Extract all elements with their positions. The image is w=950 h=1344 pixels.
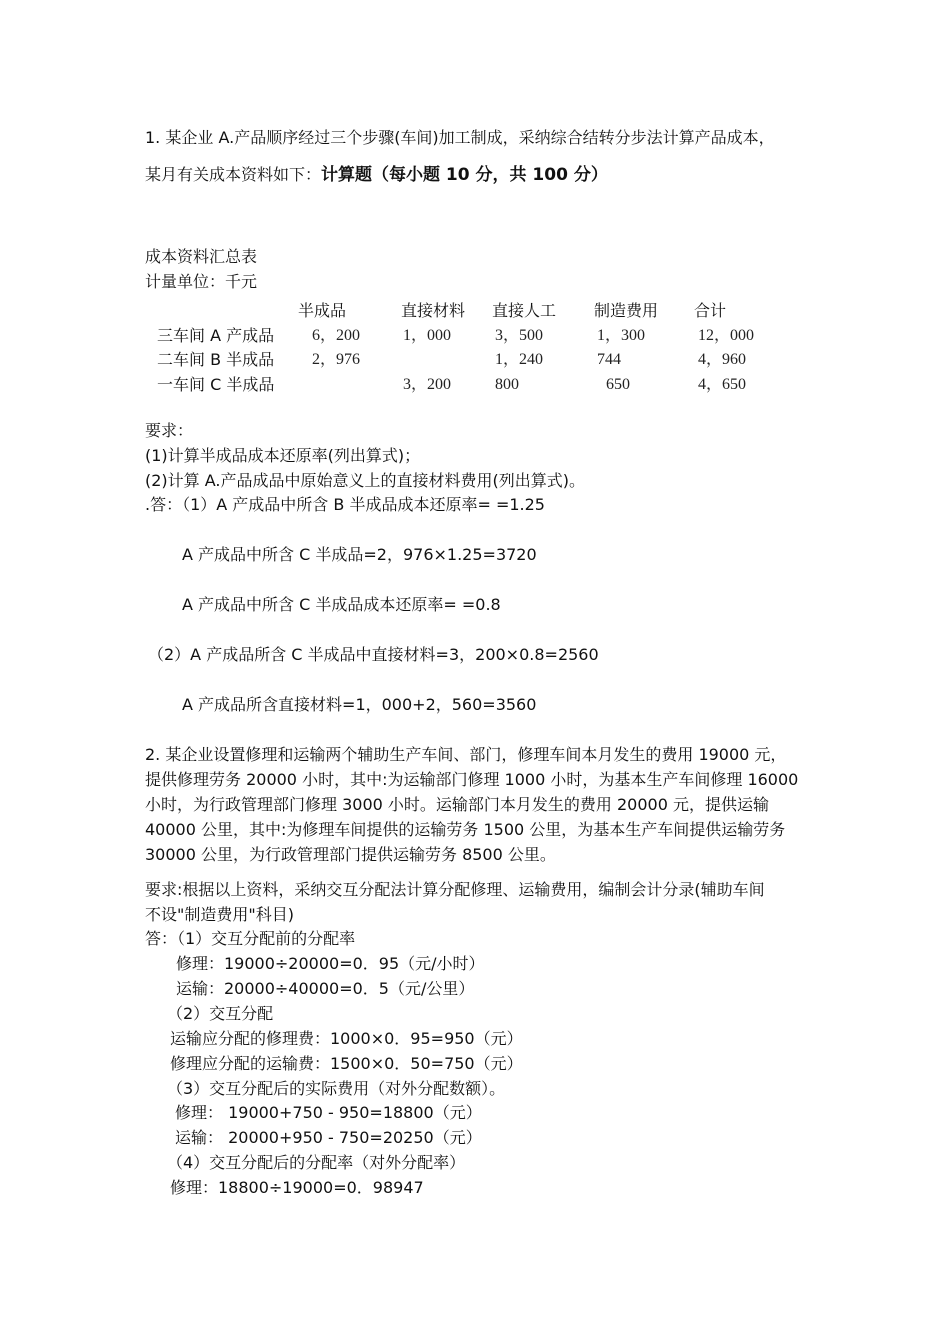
table-cell: 800 xyxy=(495,376,519,393)
q2-line-3: 小时，为行政管理部门修理 3000 小时。运输部门本月发生的费用 20000 元，提供运输 xyxy=(145,795,769,814)
ans2-line-6: 修理应分配的运输费：1500×0．50=750（元） xyxy=(170,1054,523,1073)
req1-item-2: (2)计算 A.产品成品中原始意义上的直接材料费用(列出算式)。 xyxy=(145,471,585,490)
req2-line-2: 不设"制造费用"科目) xyxy=(145,905,294,924)
q1-line-2-prefix: 某月有关成本资料如下： xyxy=(145,165,322,184)
ans1-line-4: （2）A 产成品所含 C 半成品中直接材料=3，200×0.8=2560 xyxy=(148,645,599,664)
ans2-line-8: 修理： 19000+750 - 950=18800（元） xyxy=(175,1103,482,1122)
q2-line-2: 提供修理劳务 20000 小时，其中:为运输部门修理 1000 小时，为基本生产车间修理 16000 xyxy=(145,770,799,789)
table-title: 成本资料汇总表 xyxy=(145,247,258,266)
table-row-label: 二车间 B 半成品 xyxy=(157,350,275,369)
table-header-labor: 直接人工 xyxy=(492,301,557,320)
table-unit: 计量单位：千元 xyxy=(145,272,258,291)
table-cell: 1，000 xyxy=(403,327,452,344)
table-cell: 2，976 xyxy=(312,351,361,368)
q2-line-4: 40000 公里，其中:为修理车间提供的运输劳务 1500 公里，为基本生产车间提供运输劳务 xyxy=(145,820,786,839)
table-header-total: 合计 xyxy=(694,301,727,320)
ans2-line-3: 运输：20000÷40000=0．5（元/公里） xyxy=(176,979,475,998)
ans2-line-7: （3）交互分配后的实际费用（对外分配数额）。 xyxy=(167,1079,506,1098)
table-header-material: 直接材料 xyxy=(401,301,466,320)
q1-line-1: 1. 某企业 A.产品顺序经过三个步骤(车间)加工制成，采纳综合结转分步法计算产品成本， xyxy=(145,128,775,147)
q2-line-1: 2. 某企业设置修理和运输两个辅助生产车间、部门，修理车间本月发生的费用 19000 元， xyxy=(145,745,787,764)
table-cell: 3，500 xyxy=(495,327,544,344)
table-cell: 650 xyxy=(606,376,630,393)
table-cell: 4，650 xyxy=(698,376,747,393)
ans1-line-3: A 产成品中所含 C 半成品成本还原率= =0.8 xyxy=(182,595,501,614)
table-row-label: 一车间 C 半成品 xyxy=(157,375,275,394)
req1-item-1: (1)计算半成品成本还原率(列出算式)； xyxy=(145,446,421,465)
table-cell: 1，240 xyxy=(495,351,544,368)
ans1-line-5: A 产成品所含直接材料=1，000+2，560=3560 xyxy=(182,695,537,714)
table-row-label: 三车间 A 产成品 xyxy=(157,326,275,345)
q2-line-5: 30000 公里，为行政管理部门提供运输劳务 8500 公里。 xyxy=(145,845,556,864)
table-header-semi: 半成品 xyxy=(298,301,347,320)
ans2-line-10: （4）交互分配后的分配率（对外分配率） xyxy=(167,1153,466,1172)
table-cell: 6，200 xyxy=(312,327,361,344)
ans2-line-11: 修理：18800÷19000=0．98947 xyxy=(170,1178,424,1197)
ans2-line-5: 运输应分配的修理费：1000×0．95=950（元） xyxy=(170,1029,523,1048)
table-cell: 12，000 xyxy=(698,327,755,344)
ans2-line-9: 运输： 20000+950 - 750=20250（元） xyxy=(175,1128,482,1147)
req2-line-1: 要求:根据以上资料，采纳交互分配法计算分配修理、运输费用，编制会计分录(辅助车间 xyxy=(145,880,765,899)
table-header-overhead: 制造费用 xyxy=(594,301,659,320)
ans2-line-1: 答：（1）交互分配前的分配率 xyxy=(145,929,356,948)
table-cell: 4，960 xyxy=(698,351,747,368)
ans2-line-4: （2）交互分配 xyxy=(167,1004,274,1023)
q1-heading-bold: 计算题（每小题 10 分，共 100 分） xyxy=(321,165,608,185)
ans2-line-2: 修理：19000÷20000=0．95（元/小时） xyxy=(176,954,485,973)
table-cell: 744 xyxy=(597,351,621,368)
q1-line-2 xyxy=(145,165,608,185)
ans1-line-2: A 产成品中所含 C 半成品=2，976×1.25=3720 xyxy=(182,545,537,564)
req1-title: 要求： xyxy=(145,421,194,440)
ans1-line-1: .答：（1）A 产成品中所含 B 半成品成本还原率= =1.25 xyxy=(145,495,545,514)
table-cell: 1，300 xyxy=(597,327,646,344)
table-cell: 3，200 xyxy=(403,376,452,393)
